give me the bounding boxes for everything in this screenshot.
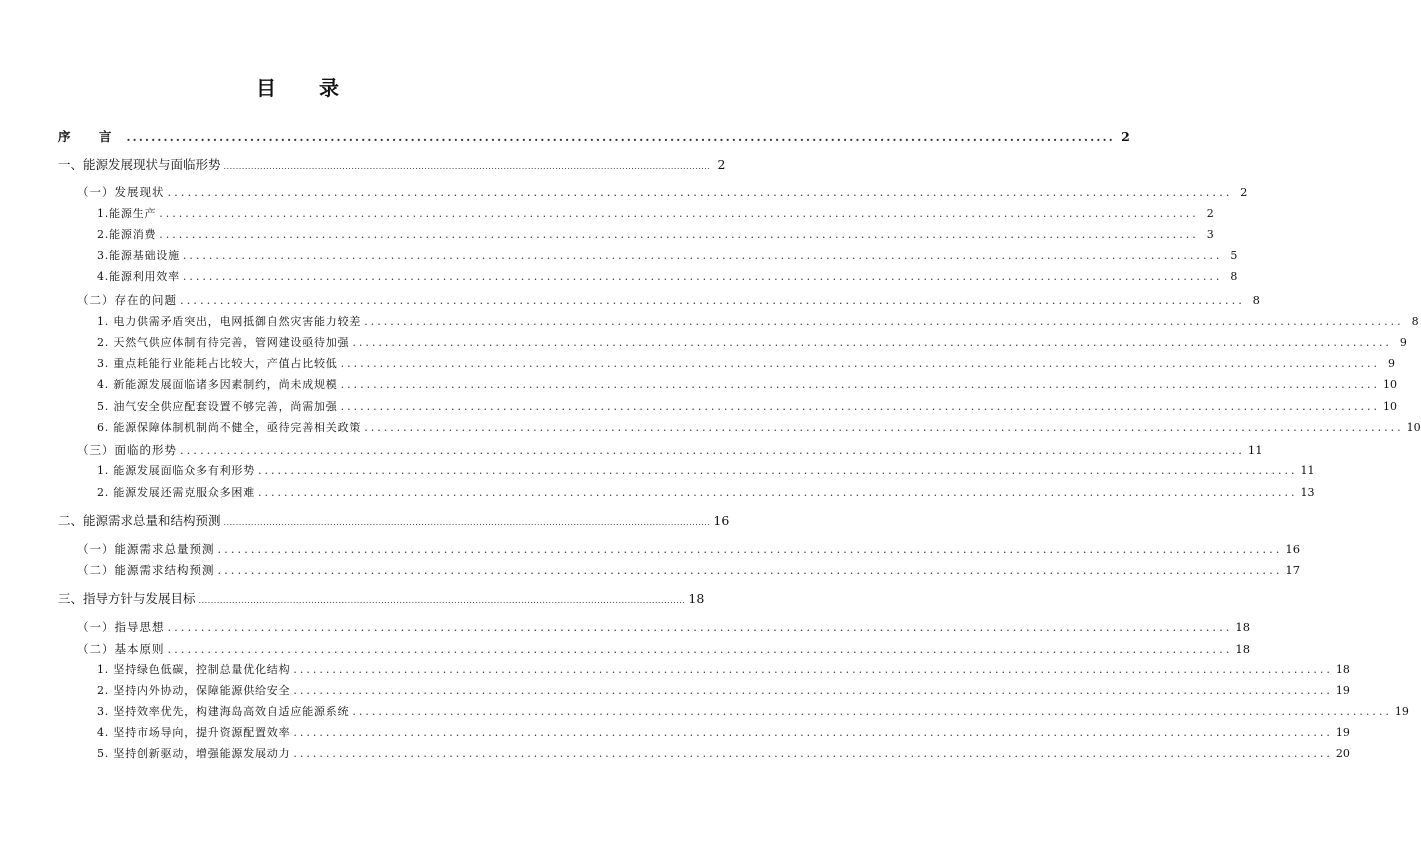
toc-subsection-entry[interactable]	[97, 419, 1421, 437]
toc-entry-page-number: 19	[1394, 705, 1409, 718]
toc-entry-page-number: 10	[1383, 400, 1398, 413]
dot-leader: ................................................................................................................................................................	[352, 336, 1392, 349]
toc-entry-label: 5. 坚持创新驱动，增强能源发展动力	[97, 747, 291, 760]
toc-entry-page-number: 16	[1285, 542, 1301, 556]
dot-leader: ................................................................................................................................................................	[258, 464, 1298, 477]
toc-entry-page-number: 9	[1399, 336, 1407, 349]
toc-subsection-entry[interactable]	[97, 724, 1350, 742]
dot-leader: ................................................................................................................................................................	[364, 421, 1404, 434]
toc-entry-label: 4. 坚持市场导向，提升资源配置效率	[97, 726, 291, 739]
toc-entry-label: 二、能源需求总量和结构预测	[58, 513, 221, 528]
toc-section-entry[interactable]	[77, 618, 1251, 636]
toc-entry-page-number: 18	[1335, 663, 1350, 676]
toc-subsection-entry[interactable]	[97, 376, 1398, 394]
toc-subsection-entry[interactable]	[97, 703, 1409, 721]
toc-entry-label: 1. 坚持绿色低碳，控制总量优化结构	[97, 663, 291, 676]
toc-entry-label: （一）发展现状	[77, 185, 165, 199]
toc-entry-label: 2. 能源发展还需克服众多困难	[97, 486, 255, 499]
toc-entry-label: 2.能源消费	[97, 228, 157, 241]
toc-entry-label: 4. 新能源发展面临诸多因素制约，尚未成规模	[97, 378, 338, 391]
toc-entry-page-number: 18	[1235, 642, 1251, 656]
dot-leader: ................................................................................................................................................................	[180, 443, 1245, 457]
toc-entry-label: 序 言	[58, 129, 124, 144]
toc-entry-label: 5. 油气安全供应配套设置不够完善，尚需加强	[97, 400, 338, 413]
dot-leader: ................................................................................................................................................................	[340, 400, 1381, 413]
toc-entry-label: （三）面临的形势	[77, 443, 177, 457]
toc-chapter-entry[interactable]	[58, 128, 1130, 146]
toc-section-entry[interactable]	[77, 183, 1248, 201]
toc-entry-label: 4.能源利用效率	[97, 270, 180, 283]
toc-entry-page-number: 13	[1300, 486, 1315, 499]
toc-entry-page-number: 18	[688, 591, 705, 606]
dot-leader: ................................................................................................................................................................	[182, 249, 1223, 262]
toc-subsection-entry[interactable]	[97, 745, 1350, 763]
toc-subsection-entry[interactable]	[97, 661, 1350, 679]
dot-leader: ................................................................................................................................................................	[258, 486, 1298, 499]
toc-section-entry[interactable]	[77, 441, 1263, 459]
toc-entry-label: 6. 能源保障体制机制尚不健全，亟待完善相关政策	[97, 421, 362, 434]
toc-entry-page-number: 5	[1230, 249, 1238, 262]
dot-leader: ................................................................................................................................................................	[167, 642, 1233, 656]
toc-entry-page-number: 2	[1206, 207, 1214, 220]
toc-entry-label: 2. 天然气供应体制有待完善，管网建设亟待加强	[97, 336, 350, 349]
dot-leader: ................................................................................................................................................................	[167, 185, 1233, 199]
toc-entry-label: （二）基本原则	[77, 642, 165, 656]
toc-subsection-entry[interactable]	[97, 334, 1407, 352]
toc-entry-label: 2. 坚持内外协动，保障能源供给安全	[97, 684, 291, 697]
toc-section-entry[interactable]	[77, 540, 1301, 558]
toc-entry-page-number: 19	[1335, 726, 1350, 739]
page-title: 目 录	[256, 76, 357, 100]
toc-entry-label: 3.能源基础设施	[97, 249, 180, 262]
toc-entry-page-number: 9	[1388, 357, 1396, 370]
toc-entry-label: 一、能源发展现状与面临形势	[58, 157, 221, 172]
dot-leader: ................................................................................................................................................................	[126, 130, 1115, 144]
dot-leader: ................................................................................................................................................................	[217, 542, 1283, 556]
toc-subsection-entry[interactable]	[97, 313, 1419, 331]
toc-entry-label: 1.能源生产	[97, 207, 157, 220]
dot-leader: ................................................................................................................................................................	[340, 378, 1381, 391]
toc-chapter-entry[interactable]	[58, 156, 726, 174]
toc-subsection-entry[interactable]	[97, 205, 1214, 223]
dot-leader: ................................................................................................................................................................	[223, 162, 711, 171]
toc-entry-label: 1. 能源发展面临众多有利形势	[97, 464, 255, 477]
toc-entry-label: 3. 重点耗能行业能耗占比较大，产值占比较低	[97, 357, 338, 370]
toc-entry-page-number: 19	[1335, 684, 1350, 697]
toc-entry-page-number: 20	[1335, 747, 1350, 760]
toc-subsection-entry[interactable]	[97, 355, 1396, 373]
toc-entry-page-number: 8	[1411, 315, 1419, 328]
toc-entry-page-number: 10	[1406, 421, 1421, 434]
toc-section-entry[interactable]	[77, 640, 1251, 658]
toc-entry-label: （二）存在的问题	[77, 293, 177, 307]
toc-entry-label: （一）指导思想	[77, 620, 165, 634]
toc-subsection-entry[interactable]	[97, 268, 1238, 286]
toc-entry-page-number: 3	[1206, 228, 1214, 241]
dot-leader: ................................................................................................................................................................	[293, 684, 1333, 697]
toc-subsection-entry[interactable]	[97, 682, 1350, 700]
toc-entry-page-number: 2	[717, 157, 726, 172]
dot-leader: ................................................................................................................................................................	[167, 620, 1233, 634]
dot-leader: ................................................................................................................................................................	[217, 563, 1283, 577]
toc-subsection-entry[interactable]	[97, 484, 1315, 502]
toc-entry-page-number: 11	[1247, 443, 1263, 457]
dot-leader: ................................................................................................................................................................	[352, 705, 1392, 718]
toc-entry-label: 3. 坚持效率优先，构建海岛高效自适应能源系统	[97, 705, 350, 718]
toc-entry-page-number: 8	[1230, 270, 1238, 283]
toc-entry-label: 三、指导方针与发展目标	[58, 591, 196, 606]
dot-leader: ................................................................................................................................................................	[180, 293, 1245, 307]
toc-chapter-entry[interactable]	[58, 590, 705, 608]
dot-leader: ................................................................................................................................................................	[293, 747, 1333, 760]
dot-leader: ................................................................................................................................................................	[340, 357, 1381, 370]
toc-entry-label: （二）能源需求结构预测	[77, 563, 215, 577]
dot-leader: ................................................................................................................................................................	[223, 518, 711, 527]
toc-subsection-entry[interactable]	[97, 398, 1398, 416]
toc-entry-page-number: 10	[1383, 378, 1398, 391]
toc-chapter-entry[interactable]	[58, 512, 730, 530]
dot-leader: ................................................................................................................................................................	[293, 726, 1333, 739]
toc-section-entry[interactable]	[77, 291, 1260, 309]
dot-leader: ................................................................................................................................................................	[293, 663, 1333, 676]
dot-leader: ................................................................................................................................................................	[159, 228, 1199, 241]
toc-section-entry[interactable]	[77, 561, 1301, 579]
toc-entry-page-number: 2	[1121, 129, 1130, 144]
dot-leader: ................................................................................................................................................................	[182, 270, 1223, 283]
toc-entry-page-number: 11	[1300, 464, 1315, 477]
toc-subsection-entry[interactable]	[97, 462, 1315, 480]
toc-entry-page-number: 2	[1240, 185, 1248, 199]
toc-entry-page-number: 18	[1235, 620, 1251, 634]
dot-leader: ................................................................................................................................................................	[198, 596, 686, 605]
toc-subsection-entry[interactable]	[97, 226, 1214, 244]
toc-entry-label: （一）能源需求总量预测	[77, 542, 215, 556]
dot-leader: ................................................................................................................................................................	[159, 207, 1199, 220]
toc-entry-page-number: 17	[1285, 563, 1301, 577]
dot-leader: ................................................................................................................................................................	[364, 315, 1404, 328]
toc-entry-page-number: 16	[713, 513, 730, 528]
toc-subsection-entry[interactable]	[97, 247, 1238, 265]
toc-entry-label: 1. 电力供需矛盾突出，电网抵御自然灾害能力较差	[97, 315, 362, 328]
toc-entry-page-number: 8	[1252, 293, 1260, 307]
